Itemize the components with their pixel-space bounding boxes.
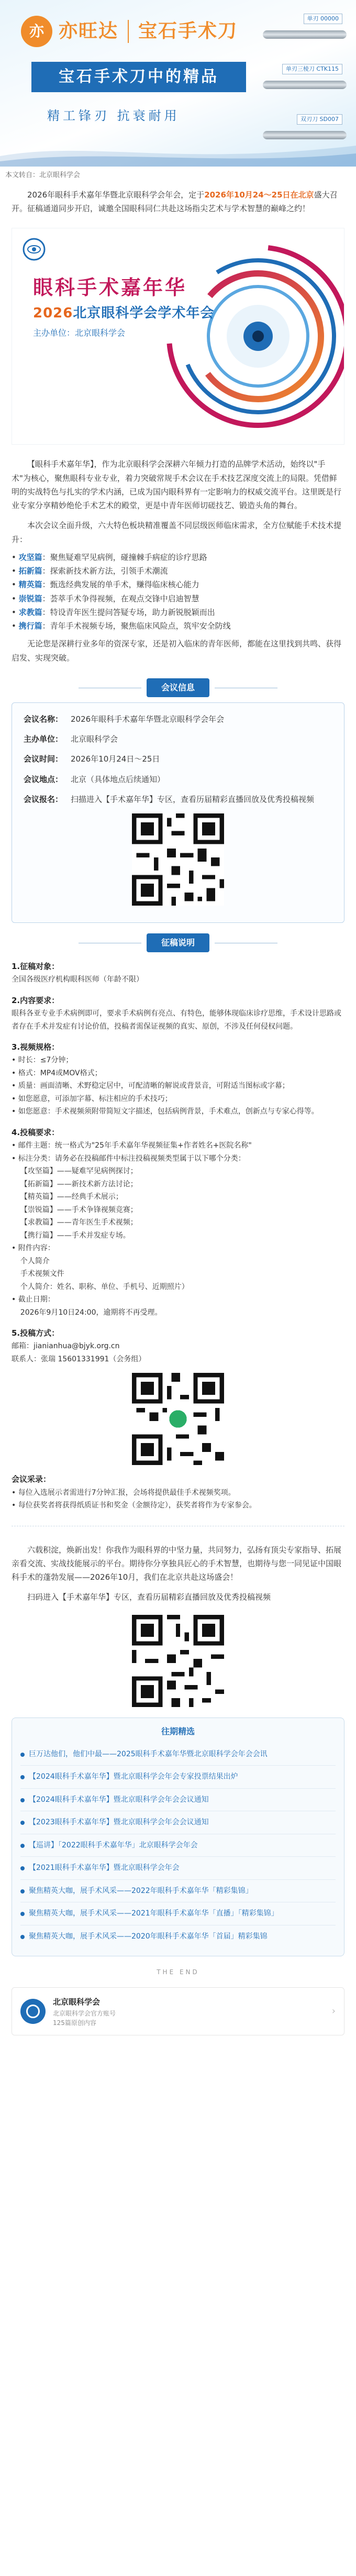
brand-logo (21, 15, 238, 48)
info-row: 会议名称： 2026年眼科手术嘉年华暨北京眼科学会年会 (24, 714, 225, 724)
call-line: • 截止日期： (12, 1295, 55, 1304)
call-line: 全国各级医疗机构眼科医师（年龄不限） (12, 975, 143, 984)
call-line: • 如您愿意，可添加字幕、标注相应的手术技巧； (12, 1094, 172, 1103)
past-article-link[interactable]: 聚焦精英大咖，展手术风采——2020年眼科手术嘉年华「首届」精彩集锦 (20, 1925, 336, 1948)
info-row: 主办单位： 北京眼科学会 (24, 734, 118, 744)
section-list-item: • 崇锐篇：荟萃手术争得视频，在观点交锋中启迪智慧 (12, 593, 199, 603)
meeting-info-header (0, 678, 356, 697)
section-list-item: • 攻坚篇：聚焦疑难罕见病例，碰撞棘手病症的诊疗思路 (12, 552, 207, 562)
intro-lead: 2026年眼科手术嘉年华暨北京眼科学会年会，定于 (27, 190, 205, 200)
scalpel-tag: 双刃刀 SD007 (297, 114, 342, 125)
poster-host: 主办单位：北京眼科学会 (33, 328, 126, 338)
section-list-item: • 精英篇：甄选经典发展的单手术，赚得临床核心能力 (12, 580, 199, 590)
call-line: • 时长：≤7分钟； (12, 1056, 73, 1065)
intro-paragraph (0, 185, 356, 219)
call-line: • 格式：MP4或MOV格式； (12, 1069, 102, 1077)
past-article-link[interactable]: 聚焦精英大咖，展手术风采——2021年眼科手术嘉年华「直播」「精彩集锦」 (20, 1902, 336, 1925)
bullet-icon (20, 1821, 25, 1825)
intro-paragraph-3: 本次会议全面升级，六大特色板块精准覆盖不同层级医师临床需求，全方位赋能手术技术提升： (12, 521, 342, 544)
call-header (0, 933, 356, 952)
call-group-title: 3.视频规格： (12, 1042, 60, 1052)
bullet-icon (20, 1844, 25, 1848)
call-line: • 附件内容： (12, 1244, 55, 1252)
past-highlights (12, 1718, 344, 1957)
intro-rest: 盛大召开。征稿通道同步开启，诚邀全国眼科同仁共赴这场指尖艺术与学术智慧的巅峰之约！ (12, 190, 338, 213)
poster-year: 2026 (33, 305, 73, 322)
info-row: 会议地点： 北京（具体地点后续通知） (24, 774, 165, 784)
poster-subtitle (33, 302, 214, 326)
banner-headline: 宝石手术刀中的精品 (31, 62, 246, 92)
account-article-count: 125篇原创内容 (53, 2019, 96, 2027)
account-card[interactable] (12, 1987, 344, 2035)
contact-line: 联系人：张瑞 15601331991（会务组） (12, 1355, 146, 1363)
section-list-item: • 拓新篇：探索新技术新方法，引领手术潮流 (12, 566, 168, 576)
the-end-marker: THE END (157, 1968, 199, 1976)
bullet-icon (20, 1889, 25, 1894)
past-article-link[interactable]: 【2021眼科手术嘉年华】暨北京眼科学会年会 (20, 1857, 336, 1880)
call-category: 【攻坚篇】——疑难罕见病例探讨； (20, 1167, 138, 1175)
brand-name: 亦旺达 (59, 20, 119, 42)
bullet-icon (20, 1912, 25, 1916)
closing-qr-hint: 扫码进入【手术嘉年华】专区，查看历届精彩直播回放及优秀投稿视频 (27, 1592, 271, 1602)
chevron-right-icon: › (331, 2006, 336, 2017)
zone-qr-code[interactable] (132, 1615, 224, 1707)
past-article-link[interactable]: 聚焦精英大咖，展手术风采——2022年眼科手术嘉年华「精彩集锦」 (20, 1880, 336, 1903)
call-category: 【精英篇】——经典手术展示； (20, 1193, 123, 1201)
call-group-title: 5.投稿方式： (12, 1328, 60, 1338)
reward-title: 会议采录： (12, 1474, 51, 1484)
ad-banner[interactable] (0, 0, 356, 167)
registration-qr-code[interactable] (132, 813, 224, 906)
eye-logo-icon (26, 2005, 40, 2018)
call-group-title: 4.投稿要求： (12, 1127, 60, 1137)
bullet-icon (20, 1798, 25, 1802)
call-title: 征稿说明 (147, 933, 209, 952)
meeting-info-box (12, 702, 344, 923)
scalpel-tag: 单刃 00000 (304, 14, 343, 24)
poster-subtitle-text: 北京眼科学会学术年会 (73, 305, 215, 322)
past-article-link[interactable]: 【2023眼科手术嘉年华】暨北京眼科学会年会会议通知 (20, 1811, 336, 1834)
section-list (0, 549, 356, 634)
banner-wave (0, 135, 356, 167)
banner-slogan: 精工锋刃 抗衰耐用 (47, 108, 180, 123)
society-logo-icon (23, 238, 46, 261)
deadline: 2026年9月10日24:00，逾期将不再受理。 (20, 1308, 162, 1317)
reward-line: • 每位入选展示者需进行7分钟汇报，会场将提供最佳手术视频奖项。 (12, 1488, 236, 1497)
scalpel-tag: 单刃三棱刀 CTK115 (282, 64, 342, 74)
poster-title: 眼科手术嘉年华 (33, 276, 187, 300)
past-highlights-title: 往期精选 (161, 1726, 195, 1736)
call-category: 【崇锐篇】——手术争锋视频竞赛； (20, 1205, 138, 1214)
call-category: 【拓新篇】——新技术新方法讨论； (20, 1180, 138, 1188)
past-article-link[interactable]: 【2024眼科手术嘉年华】暨北京眼科学会年会专家投票结果出炉 (20, 1766, 336, 1789)
past-article-link[interactable]: 【2024眼科手术嘉年华】暨北京眼科学会年会会议通知 (20, 1789, 336, 1812)
section-list-item: • 携行篇：青年手术视频专场，聚焦临床风险点，筑牢安全防线 (12, 621, 231, 631)
account-name: 北京眼科学会 (53, 1997, 101, 2007)
contact-wechat-qr-code[interactable] (132, 1373, 224, 1465)
call-group-title: 1.征稿对象： (12, 962, 60, 971)
intro-paragraph-4: 无论您是深耕行业多年的资深专家，还是初入临床的青年医师，都能在这里找到共鸣、获得启发、实现突破。 (12, 639, 342, 663)
intro-date-highlight: 2026年10月24～25日在北京 (204, 190, 314, 200)
bullet-icon (20, 1935, 25, 1939)
brand-separator (128, 20, 129, 43)
call-group-title: 2.内容要求： (12, 995, 60, 1005)
brand-product: 宝石手术刀 (138, 20, 238, 42)
info-row: 会议时间： 2026年10月24日～25日 (24, 754, 160, 764)
scalpel-icon (263, 30, 347, 39)
call-line: 个人简介：姓名、职称、单位、手机号、近期照片） (20, 1282, 189, 1291)
call-line: 个人简介 (20, 1257, 50, 1265)
call-line: 眼科各亚专业手术病例即可，要求手术病例有亮点、有特色，能够体现临床诊疗思维，手术设计思路或者存在手术并发症有讨论价值，投稿者需保证视频的真实、原创，不涉及任何侵权问题。 (12, 1009, 341, 1031)
call-line: • 标注分类：请务必在投稿邮件中标注投稿视频类型属于以下哪个分类： (12, 1154, 246, 1163)
scalpel-image (263, 61, 347, 107)
submission-email-link[interactable]: 邮箱：jianianhua@bjyk.org.cn (12, 1342, 120, 1351)
reward-line: • 每位获奖者将获得纸质证书和奖金（金额待定），获奖者将作为专家参会。 (12, 1501, 257, 1510)
bullet-icon (20, 1775, 25, 1779)
call-line: 手术视频文件 (20, 1270, 64, 1278)
call-line: • 如您愿意：手术视频须附带简短文字描述，包括病例背景，手术难点，创新点与专家心得等。 (12, 1107, 319, 1116)
bullet-icon (20, 1866, 25, 1870)
source-caption: 本文转自：北京眼科学会 (5, 171, 81, 179)
scalpel-icon (263, 81, 347, 89)
closing-paragraph: 六载积淀，焕新出发！你我作为眼科界的中坚力量，共同努力，弘扬有顶尖专家指导、拓展亲看交流、实战技能展示的平台。期待你分享独具匠心的手术智慧，也期待与您一同见证中国眼科手术的蓬勃发展——2026年10月，我们在北京共赴这场盛会！ (12, 1545, 342, 1582)
meeting-info-title: 会议信息 (147, 678, 209, 697)
call-line: • 邮件主题：统一格式为"25年手术嘉年华视频征集+作者姓名+医院名称" (12, 1141, 252, 1150)
call-category: 【携行篇】——手术并发症专场。 (20, 1231, 130, 1240)
section-list-item: • 求教篇：特设青年医生提问答疑专场，助力新锐脱颖而出 (12, 607, 215, 617)
intro-paragraph-2: 【眼科手术嘉年华】，作为北京眼科学会深耕六年倾力打造的品牌学术活动，始终以"手术"为核心，聚焦眼科专业专业，着力突破常规手术会议在手术技艺深度交流上的局限。凭借鲜明的实战特色与扎实的学术内涵，已成为国内眼科界有一定影响力的权威交流平台。这里既是行业专家分享精妙绝伦手术艺术的殿堂，更是中青年医师切磋技艺、锻造头角的舞台。 (12, 459, 342, 510)
past-article-link[interactable]: 巨万达他们，他们中最——2025眼科手术嘉年华暨北京眼科学会年会会讯 (20, 1743, 336, 1766)
past-article-link[interactable]: 【巡讲】「2022眼科手术嘉年华」北京眼科学会年会 (20, 1834, 336, 1857)
brand-badge-icon: 亦 (21, 16, 52, 47)
scalpel-image (263, 10, 347, 57)
event-poster (12, 228, 344, 445)
bullet-icon (20, 1753, 25, 1757)
call-body (0, 960, 356, 1512)
info-row: 会议报名： 扫描进入【手术嘉年华】专区，查看历届精彩直播回放及优秀投稿视频 (24, 794, 315, 804)
call-category: 【求教篇】——青年医生手术视频； (20, 1218, 138, 1227)
call-line: • 质量：画面清晰、术野稳定居中，可配清晰的解说或背景音，可附适当图标或字幕； (12, 1082, 290, 1091)
account-avatar (20, 1999, 46, 2024)
account-description: 北京眼科学会官方账号 (53, 2010, 116, 2018)
